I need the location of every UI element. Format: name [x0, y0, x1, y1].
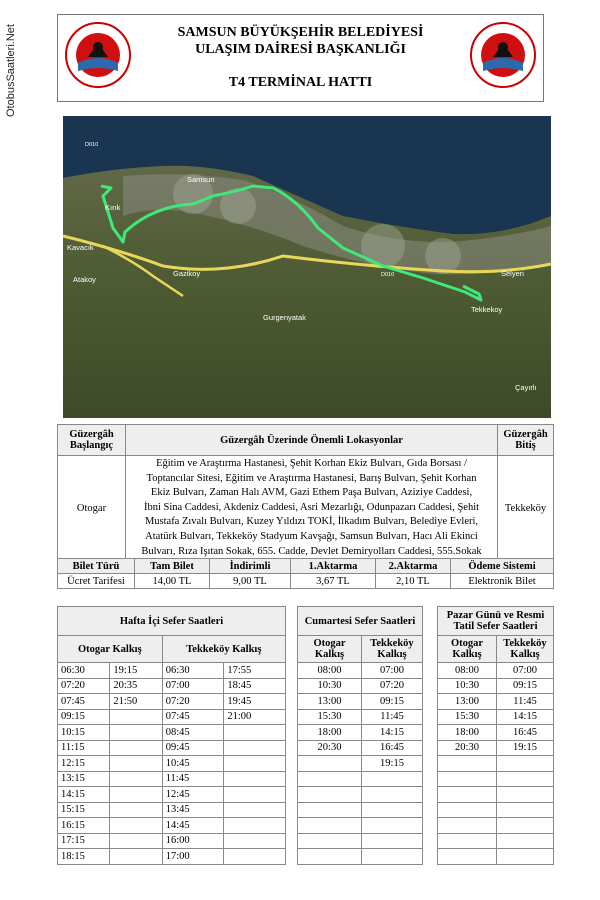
schedule-time-cell: 13:00: [298, 694, 362, 710]
schedule-row: [298, 833, 423, 849]
map-label: Samsun: [187, 175, 215, 184]
schedule-time-cell: 06:30: [162, 663, 224, 679]
sunday-tekke-header: Tekkeköy Kalkış: [497, 636, 554, 663]
schedule-time-cell: [224, 787, 286, 803]
ticket-cell: 9,00 TL: [210, 574, 291, 589]
header-line-2: ULAŞIM DAİRESİ BAŞKANLIĞI: [195, 42, 406, 57]
schedule-row: [438, 833, 554, 849]
route-locations-header: Güzergâh Üzerinde Önemli Lokasyonlar: [126, 425, 498, 456]
map-label: Tekkekoy: [471, 305, 503, 314]
schedule-time-cell: 17:55: [224, 663, 286, 679]
schedule-row: [58, 709, 286, 725]
schedule-row: [298, 694, 423, 710]
schedule-row: [298, 849, 423, 865]
schedule-time-cell: 20:30: [298, 740, 362, 756]
location-line: İbni Sina Caddesi, Akdeniz Caddesi, Asri Mezarlığı, Odunpazarı Caddesi, Şehit: [143, 501, 480, 513]
schedule-time-cell: [438, 756, 497, 772]
schedule-row: [58, 818, 286, 834]
sunday-otogar-header: Otogar Kalkış: [438, 636, 497, 663]
schedule-time-cell: [110, 771, 162, 787]
route-start-header: Güzergâh Başlangıç: [58, 425, 126, 456]
saturday-schedule: [297, 606, 423, 865]
schedule-time-cell: 10:30: [438, 678, 497, 694]
map-road-label: D010: [85, 142, 99, 148]
saturday-title: Cumartesi Sefer Saatleri: [298, 607, 423, 636]
schedule-row: [58, 725, 286, 741]
schedule-time-cell: 16:45: [497, 725, 554, 741]
schedule-time-cell: [362, 802, 423, 818]
schedule-time-cell: [298, 833, 362, 849]
schedule-time-cell: 10:45: [162, 756, 224, 772]
schedule-time-cell: 07:45: [162, 709, 224, 725]
schedule-row: [58, 849, 286, 865]
schedule-time-cell: 10:30: [298, 678, 362, 694]
schedule-time-cell: 21:50: [110, 694, 162, 710]
schedule-time-cell: 08:00: [438, 663, 497, 679]
schedule-time-cell: 13:15: [58, 771, 110, 787]
schedule-row: [58, 787, 286, 803]
schedule-row: [438, 740, 554, 756]
schedule-time-cell: [224, 756, 286, 772]
schedule-time-cell: 16:00: [162, 833, 224, 849]
schedule-time-cell: 07:00: [162, 678, 224, 694]
schedule-row: [58, 833, 286, 849]
schedule-time-cell: 19:45: [224, 694, 286, 710]
schedule-time-cell: 09:15: [497, 678, 554, 694]
schedule-time-cell: [110, 787, 162, 803]
schedule-time-cell: [438, 833, 497, 849]
schedule-time-cell: [362, 771, 423, 787]
schedule-time-cell: [224, 725, 286, 741]
schedule-time-cell: 15:15: [58, 802, 110, 818]
schedule-time-cell: 18:00: [298, 725, 362, 741]
schedule-time-cell: [298, 849, 362, 865]
schedule-row: [298, 678, 423, 694]
schedule-time-cell: 14:45: [162, 818, 224, 834]
schedule-row: [438, 787, 554, 803]
schedule-row: [298, 725, 423, 741]
schedule-time-cell: 11:45: [362, 709, 423, 725]
location-line: Ekiz Bulvarı, Zaman Halı AVM, Gazi Ethem Paşa Bulvarı, Aziziye Caddesi,: [150, 487, 473, 499]
schedule-row: [438, 694, 554, 710]
ticket-header: İndirimli: [210, 559, 291, 574]
map-label: Çayırlı: [515, 383, 537, 392]
schedule-time-cell: 15:30: [298, 709, 362, 725]
schedule-time-cell: [224, 771, 286, 787]
schedule-time-cell: 09:15: [58, 709, 110, 725]
ticket-header: Tam Bilet: [135, 559, 210, 574]
schedule-time-cell: [362, 833, 423, 849]
schedule-time-cell: [362, 818, 423, 834]
schedule-row: [58, 802, 286, 818]
schedule-row: [298, 663, 423, 679]
schedule-time-cell: 07:45: [58, 694, 110, 710]
schedule-time-cell: 17:15: [58, 833, 110, 849]
schedule-time-cell: 09:45: [162, 740, 224, 756]
schedule-row: [298, 771, 423, 787]
saturday-otogar-header: Otogar Kalkış: [298, 636, 362, 663]
schedule-row: [438, 663, 554, 679]
map-road-label: D010: [381, 272, 395, 278]
weekday-title: Hafta İçi Sefer Saatleri: [58, 607, 286, 636]
schedule-time-cell: 12:45: [162, 787, 224, 803]
schedule-time-cell: [110, 802, 162, 818]
header-line-1: SAMSUN BÜYÜKŞEHİR BELEDİYESİ: [177, 25, 424, 40]
location-line: Atatürk Bulvarı, Tekkeköy Stadyum Kavşağı, Samsun Bulvarı, Hacı Ali Ekinci: [145, 530, 478, 542]
schedule-time-cell: 18:00: [438, 725, 497, 741]
schedule-time-cell: 15:30: [438, 709, 497, 725]
schedule-time-cell: [438, 771, 497, 787]
location-line: Mustafa Zıvalı Bulvarı, Kuzey Yıldızı TOKİ, İlkadım Bulvarı, Belediye Evleri,: [144, 516, 479, 528]
schedule-time-cell: 09:15: [362, 694, 423, 710]
schedule-time-cell: [438, 849, 497, 865]
schedule-row: [438, 818, 554, 834]
schedule-row: [298, 709, 423, 725]
route-end: Tekkeköy: [498, 456, 554, 561]
ticket-cell: 14,00 TL: [135, 574, 210, 589]
schedule-time-cell: [110, 756, 162, 772]
map-label: Atakoy: [73, 275, 96, 284]
weekday-otogar-header: Otogar Kalkış: [58, 636, 163, 663]
schedule-time-cell: 07:20: [162, 694, 224, 710]
schedule-row: [58, 771, 286, 787]
schedule-time-cell: [298, 802, 362, 818]
schedule-time-cell: [497, 771, 554, 787]
ticket-cell: 2,10 TL: [376, 574, 451, 589]
schedule-row: [298, 787, 423, 803]
schedule-time-cell: [224, 740, 286, 756]
schedule-time-cell: [438, 787, 497, 803]
schedule-time-cell: 12:15: [58, 756, 110, 772]
schedule-time-cell: 11:15: [58, 740, 110, 756]
schedule-time-cell: 07:20: [58, 678, 110, 694]
schedule-time-cell: [362, 787, 423, 803]
map-label: Kavacık: [67, 243, 94, 252]
location-line: Bulvarı, Rıza Işıtan Sokak, 655. Cadde, Devlet Demiryolları Caddesi, 555.Sokak: [141, 545, 482, 557]
ticket-table: [57, 558, 554, 589]
schedule-time-cell: [497, 849, 554, 865]
location-line: Eğitim ve Araştırma Hastanesi, Şehit Korhan Ekiz Bulvarı, Gıda Borsası /: [156, 458, 467, 469]
weekday-tekke-header: Tekkeköy Kalkış: [162, 636, 285, 663]
ticket-header: Ödeme Sistemi: [451, 559, 554, 574]
sunday-schedule: [437, 606, 554, 865]
route-start: Otogar: [58, 456, 126, 561]
sunday-title: Pazar Günü ve Resmi Tatil Sefer Saatleri: [438, 607, 554, 636]
schedule-time-cell: [497, 833, 554, 849]
schedule-time-cell: 20:35: [110, 678, 162, 694]
map-label: Selyeri: [501, 269, 524, 278]
schedule-time-cell: [224, 802, 286, 818]
schedule-time-cell: [298, 771, 362, 787]
route-title: T4 TERMİNAL HATTI: [228, 75, 373, 90]
saturday-tekke-header: Tekkeköy Kalkış: [362, 636, 423, 663]
route-locations: [126, 456, 498, 561]
schedule-time-cell: 19:15: [110, 663, 162, 679]
ticket-cell: Elektronik Bilet: [451, 574, 554, 589]
schedule-time-cell: [298, 818, 362, 834]
schedule-time-cell: 19:15: [362, 756, 423, 772]
schedule-row: [58, 678, 286, 694]
schedule-time-cell: [497, 756, 554, 772]
schedule-time-cell: 20:30: [438, 740, 497, 756]
schedule-time-cell: 11:45: [497, 694, 554, 710]
schedule-row: [438, 771, 554, 787]
ticket-cell: Ücret Tarifesi: [58, 574, 135, 589]
schedule-time-cell: 18:15: [58, 849, 110, 865]
schedule-time-cell: 17:00: [162, 849, 224, 865]
schedule-time-cell: 10:15: [58, 725, 110, 741]
map-label: Gazikoy: [173, 269, 201, 278]
route-table: [57, 424, 554, 561]
route-map: [63, 116, 551, 418]
schedule-time-cell: 14:15: [58, 787, 110, 803]
schedule-row: [58, 663, 286, 679]
schedule-time-cell: [224, 833, 286, 849]
weekday-schedule: [57, 606, 286, 865]
schedule-time-cell: 14:15: [362, 725, 423, 741]
schedule-time-cell: [110, 725, 162, 741]
schedule-time-cell: 16:15: [58, 818, 110, 834]
schedule-time-cell: [224, 849, 286, 865]
schedule-row: [438, 756, 554, 772]
schedule-time-cell: 06:30: [58, 663, 110, 679]
schedule-row: [438, 849, 554, 865]
schedule-row: [58, 740, 286, 756]
schedule-time-cell: 14:15: [497, 709, 554, 725]
schedule-time-cell: [110, 709, 162, 725]
schedule-row: [58, 756, 286, 772]
map-label: Kırık: [105, 203, 121, 212]
schedule-time-cell: 07:00: [362, 663, 423, 679]
schedule-time-cell: 16:45: [362, 740, 423, 756]
schedule-row: [298, 756, 423, 772]
schedule-row: [438, 678, 554, 694]
ticket-cell: 3,67 TL: [291, 574, 376, 589]
watermark-text: OtobusSaatleri.Net: [5, 24, 17, 117]
schedule-time-cell: 07:00: [497, 663, 554, 679]
schedule-row: [438, 709, 554, 725]
schedule-time-cell: 08:00: [298, 663, 362, 679]
schedule-time-cell: 08:45: [162, 725, 224, 741]
schedule-time-cell: [362, 849, 423, 865]
map-label: Gurgenyatak: [263, 313, 306, 322]
schedule-time-cell: [497, 802, 554, 818]
schedule-row: [298, 818, 423, 834]
route-end-header: Güzergâh Bitiş: [498, 425, 554, 456]
schedule-time-cell: [110, 833, 162, 849]
schedule-time-cell: 13:45: [162, 802, 224, 818]
schedule-time-cell: 11:45: [162, 771, 224, 787]
schedule-row: [298, 802, 423, 818]
ticket-header: 2.Aktarma: [376, 559, 451, 574]
schedule-row: [438, 802, 554, 818]
schedule-row: [438, 725, 554, 741]
schedule-time-cell: 21:00: [224, 709, 286, 725]
schedule-row: [58, 694, 286, 710]
schedule-time-cell: [438, 818, 497, 834]
municipality-logo-right: [469, 21, 537, 89]
ticket-header: 1.Aktarma: [291, 559, 376, 574]
schedule-time-cell: [110, 849, 162, 865]
schedule-time-cell: [497, 818, 554, 834]
schedule-time-cell: 07:20: [362, 678, 423, 694]
schedule-time-cell: [110, 740, 162, 756]
schedule-time-cell: 19:15: [497, 740, 554, 756]
schedule-time-cell: [298, 787, 362, 803]
schedule-time-cell: 18:45: [224, 678, 286, 694]
document-header: [57, 14, 544, 102]
schedule-time-cell: 13:00: [438, 694, 497, 710]
schedule-time-cell: [497, 787, 554, 803]
location-line: Toptancılar Sitesi, Eğitim ve Araştırma Hastanesi, Barış Bulvarı, Şehit Korhan: [146, 472, 477, 484]
ticket-header: Bilet Türü: [58, 559, 135, 574]
schedule-time-cell: [438, 802, 497, 818]
schedule-time-cell: [224, 818, 286, 834]
schedule-time-cell: [110, 818, 162, 834]
schedule-row: [298, 740, 423, 756]
municipality-logo-left: [64, 21, 132, 89]
schedule-time-cell: [298, 756, 362, 772]
